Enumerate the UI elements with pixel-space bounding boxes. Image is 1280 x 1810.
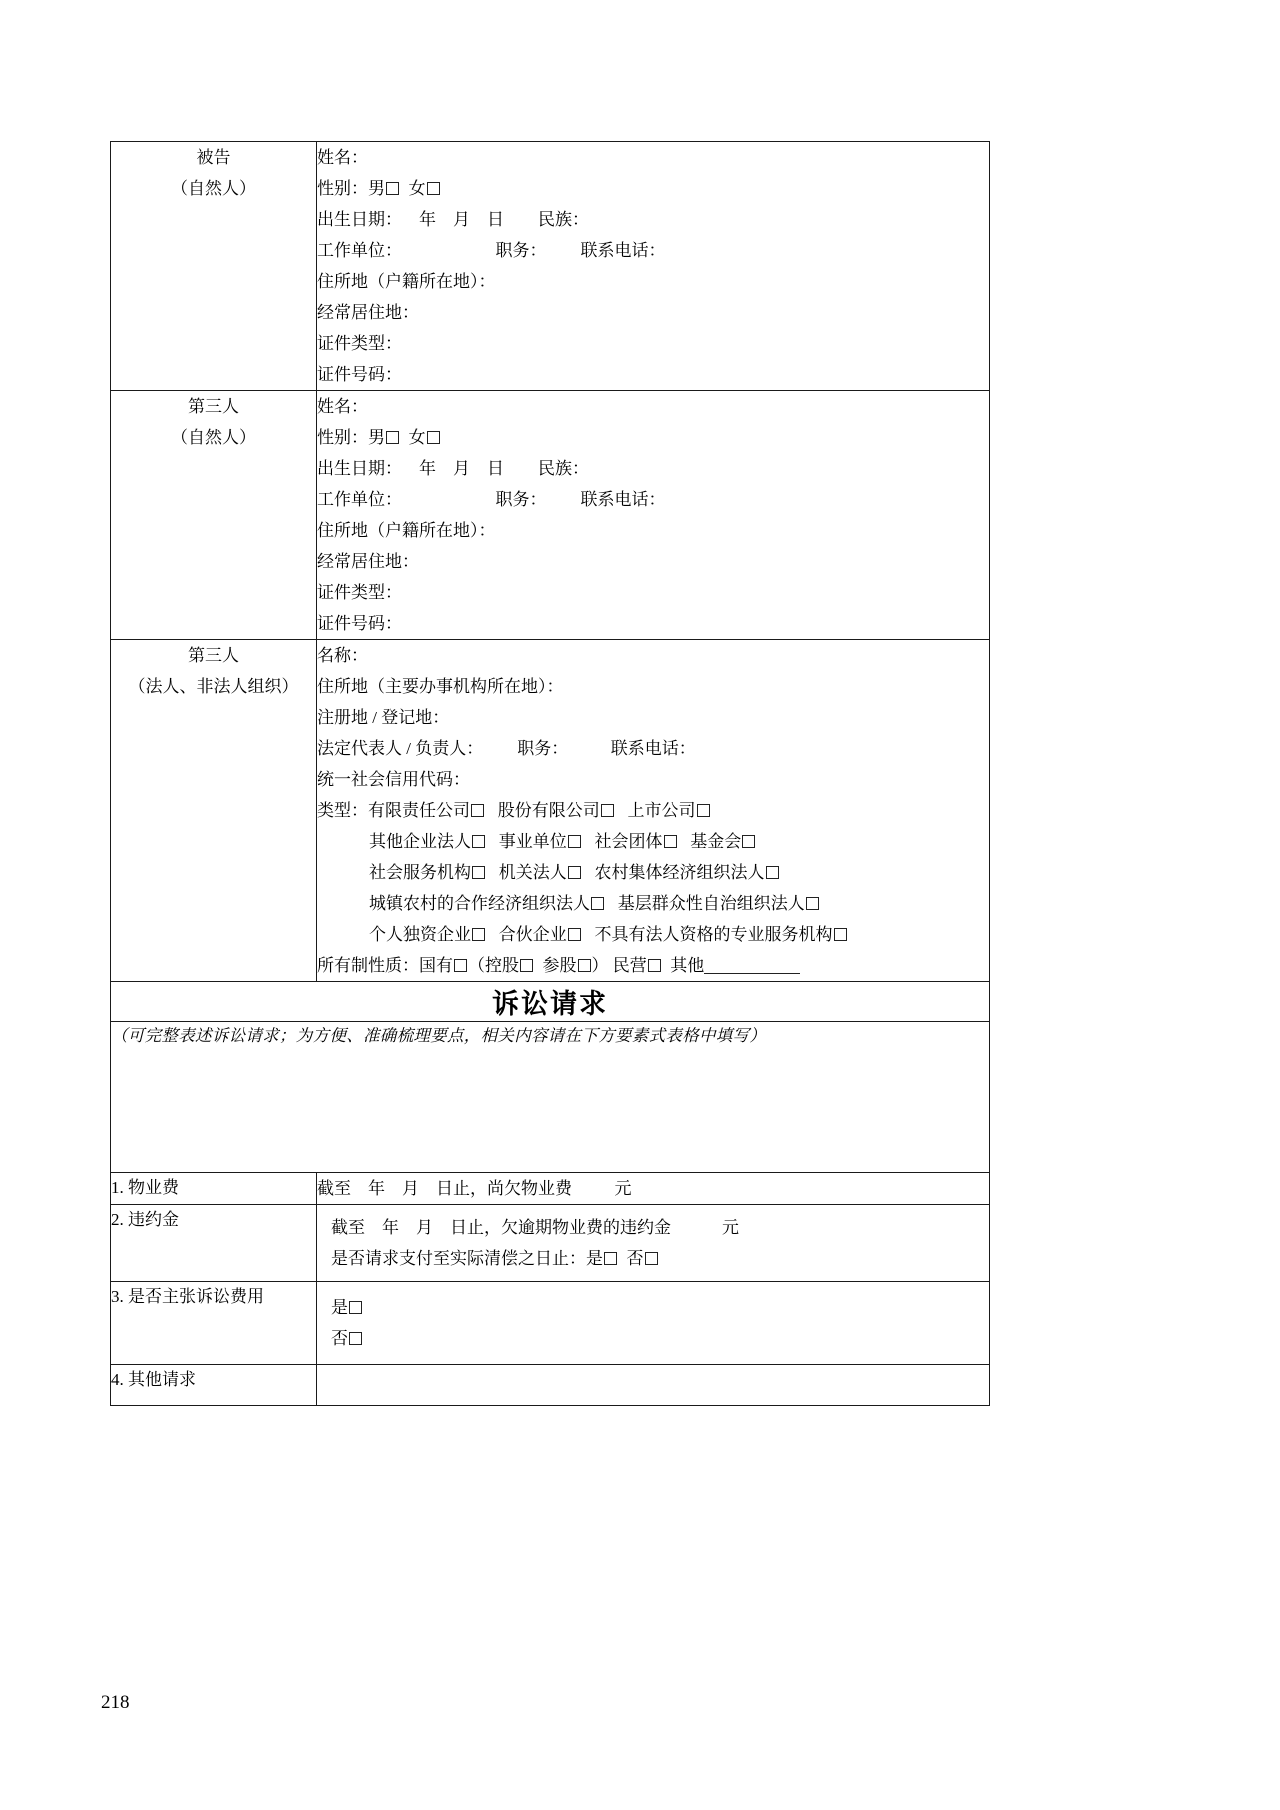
entity-type-option: 基金会 bbox=[690, 832, 742, 851]
field-workplace: 工作单位： 职务： 联系电话： bbox=[317, 490, 666, 509]
party-fields-legal-entity bbox=[317, 640, 990, 982]
table-row-claim-item bbox=[111, 1365, 990, 1406]
checkbox-minority-stake[interactable] bbox=[578, 959, 591, 972]
table-row-defendant-natural-person bbox=[111, 142, 990, 391]
party-label-line2: （自然人） bbox=[171, 179, 256, 198]
field-birthdate: 出生日期： 年 月 日 民族： bbox=[317, 459, 589, 478]
checkbox-controlling-stake[interactable] bbox=[520, 959, 533, 972]
claim-item-body-penalty bbox=[317, 1205, 990, 1282]
field-habitual-residence: 经常居住地： bbox=[317, 303, 419, 322]
checkbox-private-owned[interactable] bbox=[648, 959, 661, 972]
page-number: 218 bbox=[101, 1692, 130, 1713]
claim-item-body-property-fee bbox=[317, 1173, 990, 1205]
entity-type-row-1 bbox=[317, 795, 989, 826]
checkbox-other-enterprise-legal-person[interactable] bbox=[472, 835, 485, 848]
party-label-line1: 第三人 bbox=[188, 397, 239, 416]
entity-type-row-5 bbox=[317, 919, 989, 950]
table-row-claims-note bbox=[111, 1022, 990, 1173]
table-row-claim-item bbox=[111, 1173, 990, 1205]
entity-type-option: 城镇农村的合作经济组织法人 bbox=[369, 894, 590, 913]
entity-type-row-2 bbox=[317, 826, 989, 857]
field-workplace: 工作单位： 职务： 联系电话： bbox=[317, 241, 666, 260]
ownership-other-input[interactable] bbox=[704, 956, 800, 974]
field-name: 姓名： bbox=[317, 148, 368, 167]
field-name: 姓名： bbox=[317, 397, 368, 416]
entity-type-option: 上市公司 bbox=[627, 801, 696, 820]
entity-type-option: 股份有限公司 bbox=[497, 801, 600, 820]
claim-item-label-property-fee: 1. 物业费 bbox=[111, 1173, 317, 1205]
entity-type-option: 农村集体经济组织法人 bbox=[594, 863, 765, 882]
checkbox-state-owned[interactable] bbox=[454, 959, 467, 972]
checkbox-foundation[interactable] bbox=[742, 835, 755, 848]
field-entity-address: 住所地（主要办事机构所在地）： bbox=[317, 677, 564, 696]
paren-close: ） bbox=[591, 956, 609, 975]
field-registration-place: 注册地 / 登记地： bbox=[317, 708, 450, 727]
party-label-line1: 第三人 bbox=[188, 646, 239, 665]
claim-item-label-penalty: 2. 违约金 bbox=[111, 1205, 317, 1282]
ownership-other-label: 其他 bbox=[670, 956, 705, 975]
claims-note-text: （可完整表述诉讼请求；为方便、准确梳理要点，相关内容请在下方要素式表格中填写） bbox=[111, 1026, 767, 1045]
checkbox-gender-male[interactable] bbox=[386, 182, 399, 195]
checkbox-government-legal-person[interactable] bbox=[568, 866, 581, 879]
entity-type-option: 社会服务机构 bbox=[369, 863, 471, 882]
entity-type-option: 社会团体 bbox=[594, 832, 663, 851]
claim-item-label-litigation-costs: 3. 是否主张诉讼费用 bbox=[111, 1282, 317, 1365]
table-row-third-party-natural-person bbox=[111, 391, 990, 640]
checkbox-listed-company[interactable] bbox=[697, 804, 710, 817]
entity-type-option: 基层群众性自治组织法人 bbox=[617, 894, 805, 913]
checkbox-social-service-agency[interactable] bbox=[472, 866, 485, 879]
checkbox-social-organization[interactable] bbox=[664, 835, 677, 848]
checkbox-grassroots-autonomous-organization[interactable] bbox=[806, 897, 819, 910]
ownership-state-label: 国有 bbox=[419, 956, 453, 975]
entity-type-option: 其他企业法人 bbox=[369, 832, 471, 851]
ownership-prefix: 所有制性质： bbox=[317, 956, 419, 975]
checkbox-public-institution[interactable] bbox=[568, 835, 581, 848]
form-table bbox=[110, 141, 990, 1406]
entity-type-option: 机关法人 bbox=[498, 863, 567, 882]
checkbox-pay-until-settlement-no[interactable] bbox=[645, 1252, 658, 1265]
claim-line-pay-until-settlement: 是否请求支付至实际清偿之日止：是 否 bbox=[331, 1243, 989, 1274]
party-label-third-party bbox=[111, 391, 317, 640]
table-row-claim-item bbox=[111, 1282, 990, 1365]
table-row-claim-item bbox=[111, 1205, 990, 1282]
claims-section-title-cell bbox=[111, 982, 990, 1022]
paren-open: （ bbox=[468, 956, 485, 975]
field-id-number: 证件号码： bbox=[317, 614, 402, 633]
field-gender: 性别：男 女 bbox=[317, 173, 989, 204]
field-residence: 住所地（户籍所在地）： bbox=[317, 521, 496, 540]
field-legal-representative: 法定代表人 / 负责人： 职务： 联系电话： bbox=[317, 739, 696, 758]
field-habitual-residence: 经常居住地： bbox=[317, 552, 419, 571]
field-gender: 性别：男 女 bbox=[317, 422, 989, 453]
claims-note-cell[interactable] bbox=[111, 1022, 990, 1173]
party-label-line2: （自然人） bbox=[171, 428, 256, 447]
entity-type-option: 合伙企业 bbox=[498, 925, 567, 944]
checkbox-rural-collective-economic-organization[interactable] bbox=[766, 866, 779, 879]
checkbox-litigation-costs-no[interactable] bbox=[349, 1332, 362, 1345]
checkbox-gender-male[interactable] bbox=[386, 431, 399, 444]
party-label-defendant bbox=[111, 142, 317, 391]
checkbox-litigation-costs-yes[interactable] bbox=[349, 1301, 362, 1314]
ownership-holding-label: 控股 bbox=[485, 956, 519, 975]
checkbox-partnership-enterprise[interactable] bbox=[568, 928, 581, 941]
field-id-number: 证件号码： bbox=[317, 365, 402, 384]
party-label-line1: 被告 bbox=[196, 148, 231, 167]
field-credit-code: 统一社会信用代码： bbox=[317, 770, 470, 789]
table-row-claims-title bbox=[111, 982, 990, 1022]
entity-type-prefix: 类型： bbox=[317, 801, 368, 820]
ownership-private-label: 民营 bbox=[612, 956, 647, 975]
ownership-nature-row bbox=[317, 950, 989, 981]
claim-line: 截至 年 月 日止，尚欠物业费 元 bbox=[317, 1179, 632, 1198]
party-fields-defendant bbox=[317, 142, 990, 391]
field-id-type: 证件类型： bbox=[317, 334, 402, 353]
party-label-legal-entity bbox=[111, 640, 317, 982]
table-row-third-party-legal-entity bbox=[111, 640, 990, 982]
checkbox-non-legal-person-professional-service[interactable] bbox=[834, 928, 847, 941]
litigation-form bbox=[110, 141, 990, 1406]
checkbox-limited-liability-company[interactable] bbox=[471, 804, 484, 817]
claim-line: 截至 年 月 日止，欠逾期物业费的违约金 元 bbox=[331, 1218, 739, 1237]
checkbox-urban-rural-cooperative-economic-organization[interactable] bbox=[591, 897, 604, 910]
checkbox-pay-until-settlement-yes[interactable] bbox=[604, 1252, 617, 1265]
checkbox-sole-proprietorship[interactable] bbox=[472, 928, 485, 941]
entity-type-option: 有限责任公司 bbox=[368, 801, 470, 820]
claim-line-costs-yes: 是 bbox=[331, 1292, 989, 1323]
checkbox-joint-stock-company[interactable] bbox=[601, 804, 614, 817]
entity-type-option: 个人独资企业 bbox=[369, 925, 471, 944]
entity-type-option: 事业单位 bbox=[498, 832, 567, 851]
claim-item-body-other-claims[interactable] bbox=[317, 1365, 990, 1406]
entity-type-row-4 bbox=[317, 888, 989, 919]
claims-section-title: 诉讼请求 bbox=[492, 989, 608, 1020]
checkbox-gender-female[interactable] bbox=[427, 431, 440, 444]
party-label-line2: （法人、非法人组织） bbox=[128, 677, 299, 696]
claim-line-costs-no: 否 bbox=[331, 1323, 989, 1354]
claim-item-label-other-claims: 4. 其他请求 bbox=[111, 1365, 317, 1406]
party-fields-third-party bbox=[317, 391, 990, 640]
field-residence: 住所地（户籍所在地）： bbox=[317, 272, 496, 291]
checkbox-gender-female[interactable] bbox=[427, 182, 440, 195]
field-id-type: 证件类型： bbox=[317, 583, 402, 602]
claim-item-body-litigation-costs bbox=[317, 1282, 990, 1365]
entity-type-option: 不具有法人资格的专业服务机构 bbox=[594, 925, 833, 944]
ownership-share-label: 参股 bbox=[542, 956, 577, 975]
entity-type-row-3 bbox=[317, 857, 989, 888]
field-birthdate: 出生日期： 年 月 日 民族： bbox=[317, 210, 589, 229]
field-entity-name: 名称： bbox=[317, 646, 368, 665]
